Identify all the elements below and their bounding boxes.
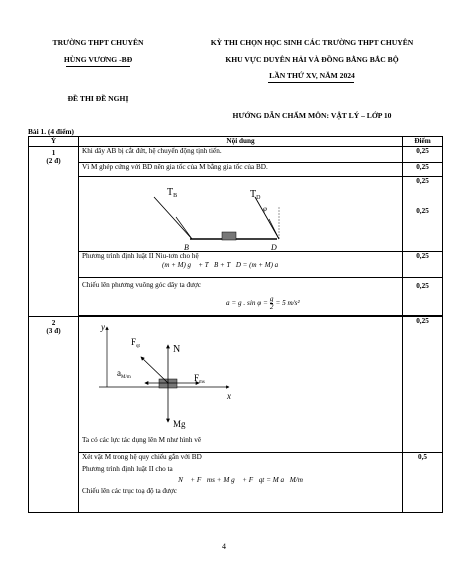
section-title: Bài 1. (4 điểm): [28, 127, 74, 136]
row2-score: 0,25: [403, 163, 443, 177]
exam-title-line2: KHU VỰC DUYÊN HẢI VÀ ĐỒNG BẰNG BẮC BỘ: [225, 55, 399, 64]
accel-label: $a_{M/m}$: [117, 368, 131, 380]
friction-label: $F_{ms}$: [194, 373, 205, 385]
row7-text3: Chiếu lên các trục toạ độ ta được: [82, 487, 177, 495]
row5-equation: [226, 296, 399, 311]
normal-force-label: N: [173, 344, 181, 355]
row4-text: Phương trình định luật II Niu-tơn cho hệ: [82, 252, 199, 260]
grading-table: [28, 136, 443, 513]
force-diagram: [79, 317, 404, 437]
school-name-line2: HÙNG VƯƠNG -BĐ: [63, 55, 133, 64]
eq-left: a = g . sin φ =: [226, 299, 268, 307]
row4-score: 0,25: [403, 252, 443, 278]
row1-content: Khi dây AB bị cắt đứt, hệ chuyển động tịnh tiến.: [79, 147, 403, 163]
header-underline: [66, 66, 130, 67]
row6-text: Ta có các lực tác dụng lên M như hình vẽ: [82, 436, 202, 444]
row3-score: [403, 177, 443, 252]
angle-phi-label: φ: [263, 205, 267, 213]
row3-score2-value: 0,25: [416, 207, 429, 215]
eq-numerator: g: [269, 295, 274, 303]
row2-content: Vì M ghép cứng với BD nên gia tốc của M bằng gia tốc của BD.: [79, 163, 403, 177]
weight-label: Mg: [173, 419, 186, 429]
row7-score: 0,5: [403, 453, 443, 513]
force-qt-label: $F_{qt}$: [131, 337, 140, 349]
exam-title-line1: KỲ THI CHỌN HỌC SINH CÁC TRƯỜNG THPT CHUYÊN: [210, 38, 414, 47]
col-header-score: Điểm: [403, 137, 443, 147]
point-b-label: B: [184, 243, 189, 250]
exam-type: ĐỀ THI ĐỀ NGHỊ: [67, 94, 129, 103]
row4-content: [79, 252, 403, 278]
row5-text: Chiếu lên phương vuông góc dây ta được: [82, 281, 201, 289]
school-name: TRƯỜNG THPT CHUYÊN: [52, 38, 144, 47]
row5-score: 0,25: [403, 278, 443, 316]
part2-points: (3 đ): [46, 327, 61, 335]
col-header-content: Nội dung: [79, 137, 403, 147]
eq-fraction: [270, 296, 274, 311]
point-d-label: D: [271, 243, 277, 250]
tension-b-label: $T_B$: [167, 187, 178, 199]
x-axis-label: x: [227, 391, 231, 401]
row7-text2: Phương trình định luật II cho ta: [82, 465, 173, 473]
part1-points: (2 đ): [46, 157, 61, 165]
part1-label: 1: [51, 149, 56, 157]
part1-cell: [29, 147, 79, 317]
row1-score: 0,25: [403, 147, 443, 163]
part2-cell: [29, 317, 79, 513]
row5-content: [79, 278, 403, 316]
eq-right: = 5 m/s²: [275, 299, 300, 307]
col-header-y: Ý: [29, 137, 79, 147]
row7-text1: Xét vật M trong hệ quy chiếu gắn với BD: [82, 453, 202, 461]
y-axis-label: y: [101, 322, 105, 332]
exam-title-line3: LẦN THỨ XV, NĂM 2024: [269, 71, 355, 80]
eq-denominator: 2: [269, 303, 274, 311]
row6-score: 0,25: [403, 317, 443, 453]
page-number: 4: [222, 542, 226, 551]
tension-d-label: $T_D$: [250, 189, 261, 201]
row7-equation: N⃗ + F⃗ms + M g⃗ + F⃗qt = M a⃗M/m: [178, 476, 303, 484]
row6-content: [79, 317, 403, 453]
row4-equation: (m + M) g⃗ + T⃗B + T⃗D = (m + M) a⃗: [162, 261, 284, 269]
pendulum-diagram: [79, 177, 404, 250]
subject-title: HƯỚNG DẪN CHẤM MÔN: VẬT LÝ – LỚP 10: [232, 111, 392, 120]
header-underline-right: [268, 82, 354, 83]
row7-content: [79, 453, 403, 513]
part2-label: 2: [51, 319, 56, 327]
row3-content: [79, 177, 403, 252]
row3-score-value: 0,25: [416, 177, 429, 185]
